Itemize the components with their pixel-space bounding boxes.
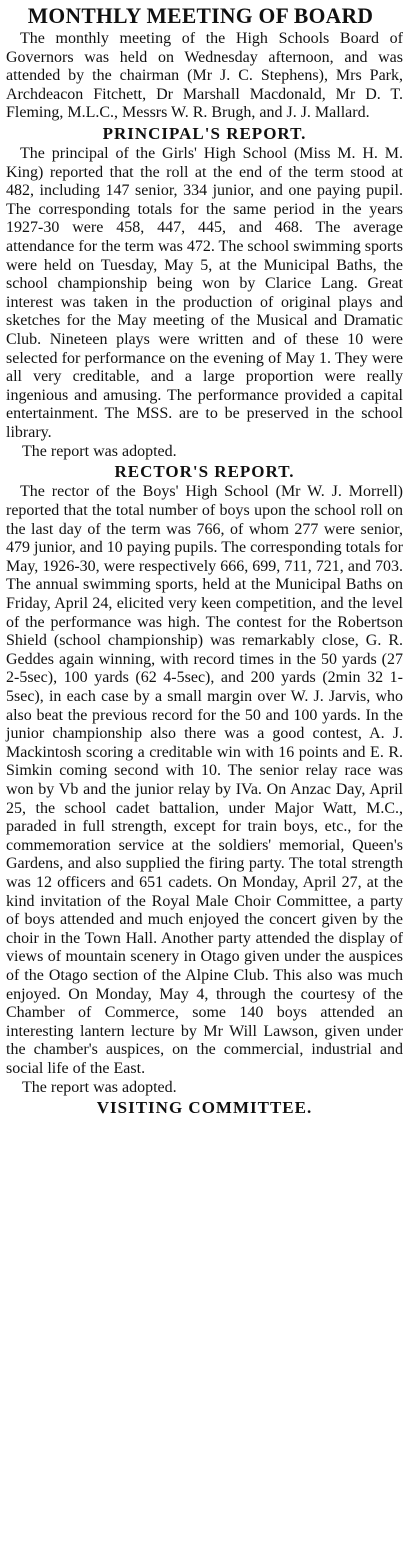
principal-report-body: The principal of the Girls' High School (Miss M. H. M. King) reported that the roll at the end of the term stood at 482, including 147 senior, 334 junior, and one paying pupil. The corresponding totals for the same period in the years 1927-30 were 458, 447, 445, and 468. The average attendance for the term was 472. The school swimming sports were held on Tuesday, May 5, at the Municipal Baths, the school championship being won by Clarice Lang. Great interest was taken in the production of original plays and sketches for the May meeting of the Musical and Dramatic Club. Nineteen plays were written and of these 10 were selected for performance on the evening of May 1. They were all very creditable, and a large proportion were really ingenious and amusing. The performance provided a capital entertainment. The MSS. are to be preserved in the school library. bbox=[6, 144, 403, 441]
principal-report-adopted: The report was adopted. bbox=[22, 443, 177, 461]
rector-report-heading: RECTOR'S REPORT. bbox=[114, 462, 295, 482]
rector-report-body: The rector of the Boys' High School (Mr W. J. Morrell) reported that the total number of boys upon the school roll on the last day of the term was 766, of whom 277 were senior, 479 junior, and 10 paying pupils. The corresponding totals for May, 1926-30, were respectively 666, 699, 711, 721, and 703. The annual swimming sports, held at the Municipal Baths on Friday, April 24, elicited very keen competition, and the level of the performance was high. The contest for the Robertson Shield (school championship) was remarkably close, G. R. Geddes again winning, with record times in the 50 yards (27 2-5sec), 100 yards (62 4-5sec), and 200 yards (2min 32 1-5sec), in each case by a small margin over W. J. Jarvis, who also beat the previous record for the 50 and 100 yards. In the junior championship also there was a good contest, A. J. Mackintosh scoring a creditable win with 16 points and E. R. Simkin coming second with 10. The senior relay race was won by Vb and the junior relay by IVa. On Anzac Day, April 25, the school cadet battalion, under Major Watt, M.C., paraded in full strength, except for train boys, etc., for the commemoration service at the soldiers' memorial, Queen's Gardens, and also supplied the firing party. The total strength was 12 officers and 651 cadets. On Monday, April 27, at the kind invitation of the Royal Male Choir Committee, a party of boys attended and much enjoyed the concert given by the choir in the Town Hall. Another party attended the display of views of mountain scenery in Otago given under the auspices of the Otago section of the Alpine Club. This also was much enjoyed. On Monday, May 4, through the courtesy of the Chamber of Commerce, some 140 boys attended an interesting lantern lecture by Mr Will Lawson, given under the chamber's auspices, on the commercial, industrial and social life of the East. bbox=[6, 483, 403, 1077]
visiting-committee-heading: VISITING COMMITTEE. bbox=[96, 1098, 313, 1118]
principal-report-heading: PRINCIPAL'S REPORT. bbox=[102, 123, 307, 143]
intro-paragraph: The monthly meeting of the High Schools Board of Governors was held on Wednesday afternoon, and was attended by the chairman (Mr J. C. Stephens), Mrs Park, Archdeacon Fitchett, Dr Marshall Macdonald, Mr D. T. Fleming, M.L.C., Messrs W. R. Brugh, and J. J. Mallard. bbox=[6, 30, 403, 122]
rector-report-adopted: The report was adopted. bbox=[22, 1079, 177, 1097]
headline: MONTHLY MEETING OF BOARD bbox=[27, 3, 374, 28]
